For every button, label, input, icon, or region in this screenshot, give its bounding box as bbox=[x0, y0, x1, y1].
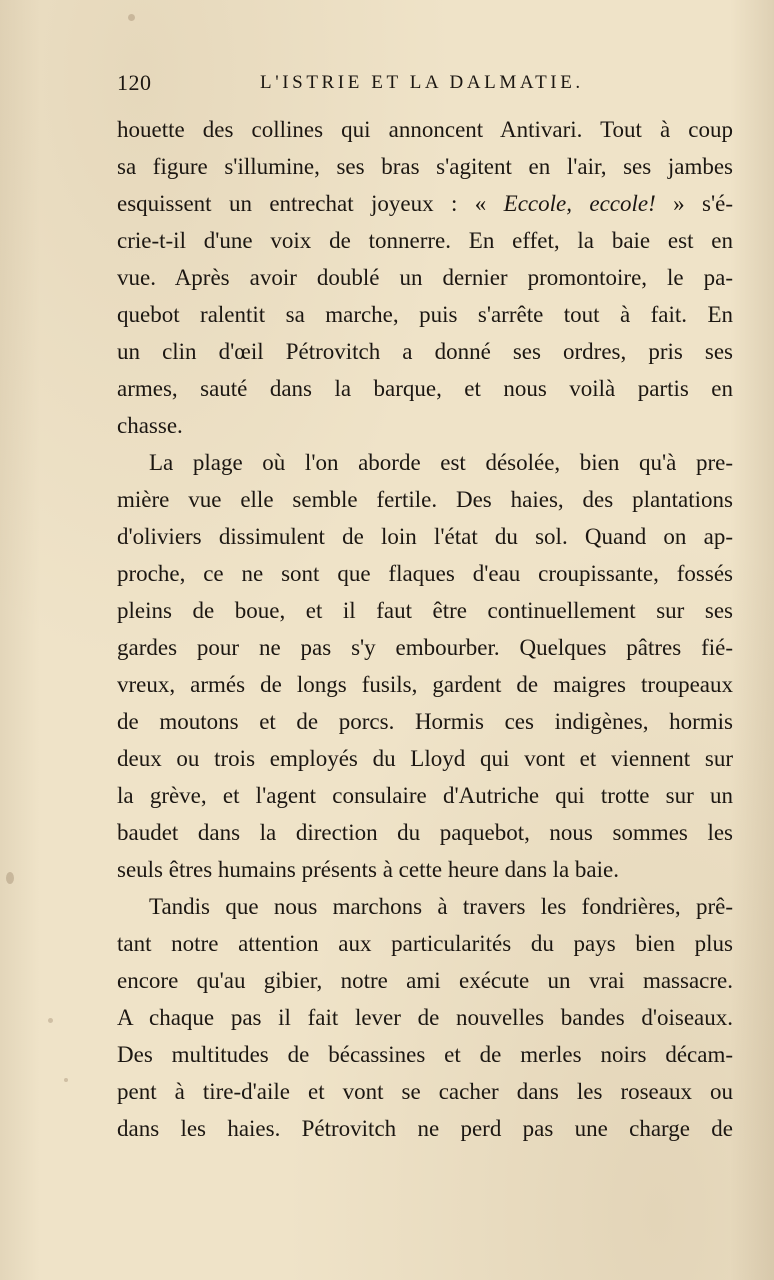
paper-stain bbox=[6, 872, 14, 884]
text-line: vreux, armés de longs fusils, gardent de maigres troupeaux bbox=[117, 672, 733, 697]
text-line: de moutons et de porcs. Hormis ces indigènes, hormis bbox=[117, 709, 733, 734]
text-line: La plage où l'on aborde est désolée, bien qu'à pre- bbox=[149, 450, 733, 475]
paper-stain bbox=[128, 14, 135, 21]
text-line: baudet dans la direction du paquebot, nous sommes les bbox=[117, 820, 733, 845]
paper-stain bbox=[64, 1078, 68, 1082]
body-text bbox=[117, 111, 733, 1147]
paragraph bbox=[117, 111, 733, 444]
paragraph bbox=[117, 444, 733, 888]
text-line: vue. Après avoir doublé un dernier promontoire, le pa- bbox=[117, 265, 733, 290]
text-line: un clin d'œil Pétrovitch a donné ses ordres, pris ses bbox=[117, 339, 733, 364]
text-line: deux ou trois employés du Lloyd qui vont et viennent sur bbox=[117, 746, 733, 771]
text-line: Tandis que nous marchons à travers les fondrières, prê- bbox=[149, 894, 733, 919]
text-line: Des multitudes de bécassines et de merles noirs décam- bbox=[117, 1042, 733, 1067]
text-line: A chaque pas il fait lever de nouvelles bandes d'oiseaux. bbox=[117, 1005, 733, 1030]
text-line: proche, ce ne sont que flaques d'eau croupissante, fossés bbox=[117, 561, 733, 586]
page-header bbox=[117, 66, 733, 100]
text-line: crie-t-il d'une voix de tonnerre. En effet, la baie est en bbox=[117, 228, 733, 253]
text-line: sa figure s'illumine, ses bras s'agitent en l'air, ses jambes bbox=[117, 154, 733, 179]
text-line: mière vue elle semble fertile. Des haies, des plantations bbox=[117, 487, 733, 512]
text-line: la grève, et l'agent consulaire d'Autriche qui trotte sur un bbox=[117, 783, 733, 808]
running-head: L'ISTRIE ET LA DALMATIE. bbox=[260, 72, 584, 93]
text-line: gardes pour ne pas s'y embourber. Quelques pâtres fié- bbox=[117, 635, 733, 660]
paper-stain bbox=[48, 1018, 53, 1023]
text-line: houette des collines qui annoncent Antivari. Tout à coup bbox=[117, 117, 733, 142]
text-line: seuls êtres humains présents à cette heure dans la baie. bbox=[117, 857, 619, 882]
text-line: quebot ralentit sa marche, puis s'arrête tout à fait. En bbox=[117, 302, 733, 327]
text-line: armes, sauté dans la barque, et nous voilà partis en bbox=[117, 376, 733, 401]
text-line: pent à tire-d'aile et vont se cacher dans les roseaux ou bbox=[117, 1079, 733, 1104]
page-number: 120 bbox=[117, 70, 152, 95]
text-line: chasse. bbox=[117, 413, 183, 438]
text-line: dans les haies. Pétrovitch ne perd pas une charge de bbox=[117, 1116, 733, 1141]
text-line: pleins de boue, et il faut être continuellement sur ses bbox=[117, 598, 733, 623]
paragraph bbox=[117, 888, 733, 1147]
text-line: encore qu'au gibier, notre ami exécute un vrai massacre. bbox=[117, 968, 733, 993]
text-line: esquissent un entrechat joyeux : « Eccole, eccole! » s'é- bbox=[117, 191, 733, 216]
text-line: d'oliviers dissimulent de loin l'état du sol. Quand on ap- bbox=[117, 524, 733, 549]
text-line: tant notre attention aux particularités du pays bien plus bbox=[117, 931, 733, 956]
